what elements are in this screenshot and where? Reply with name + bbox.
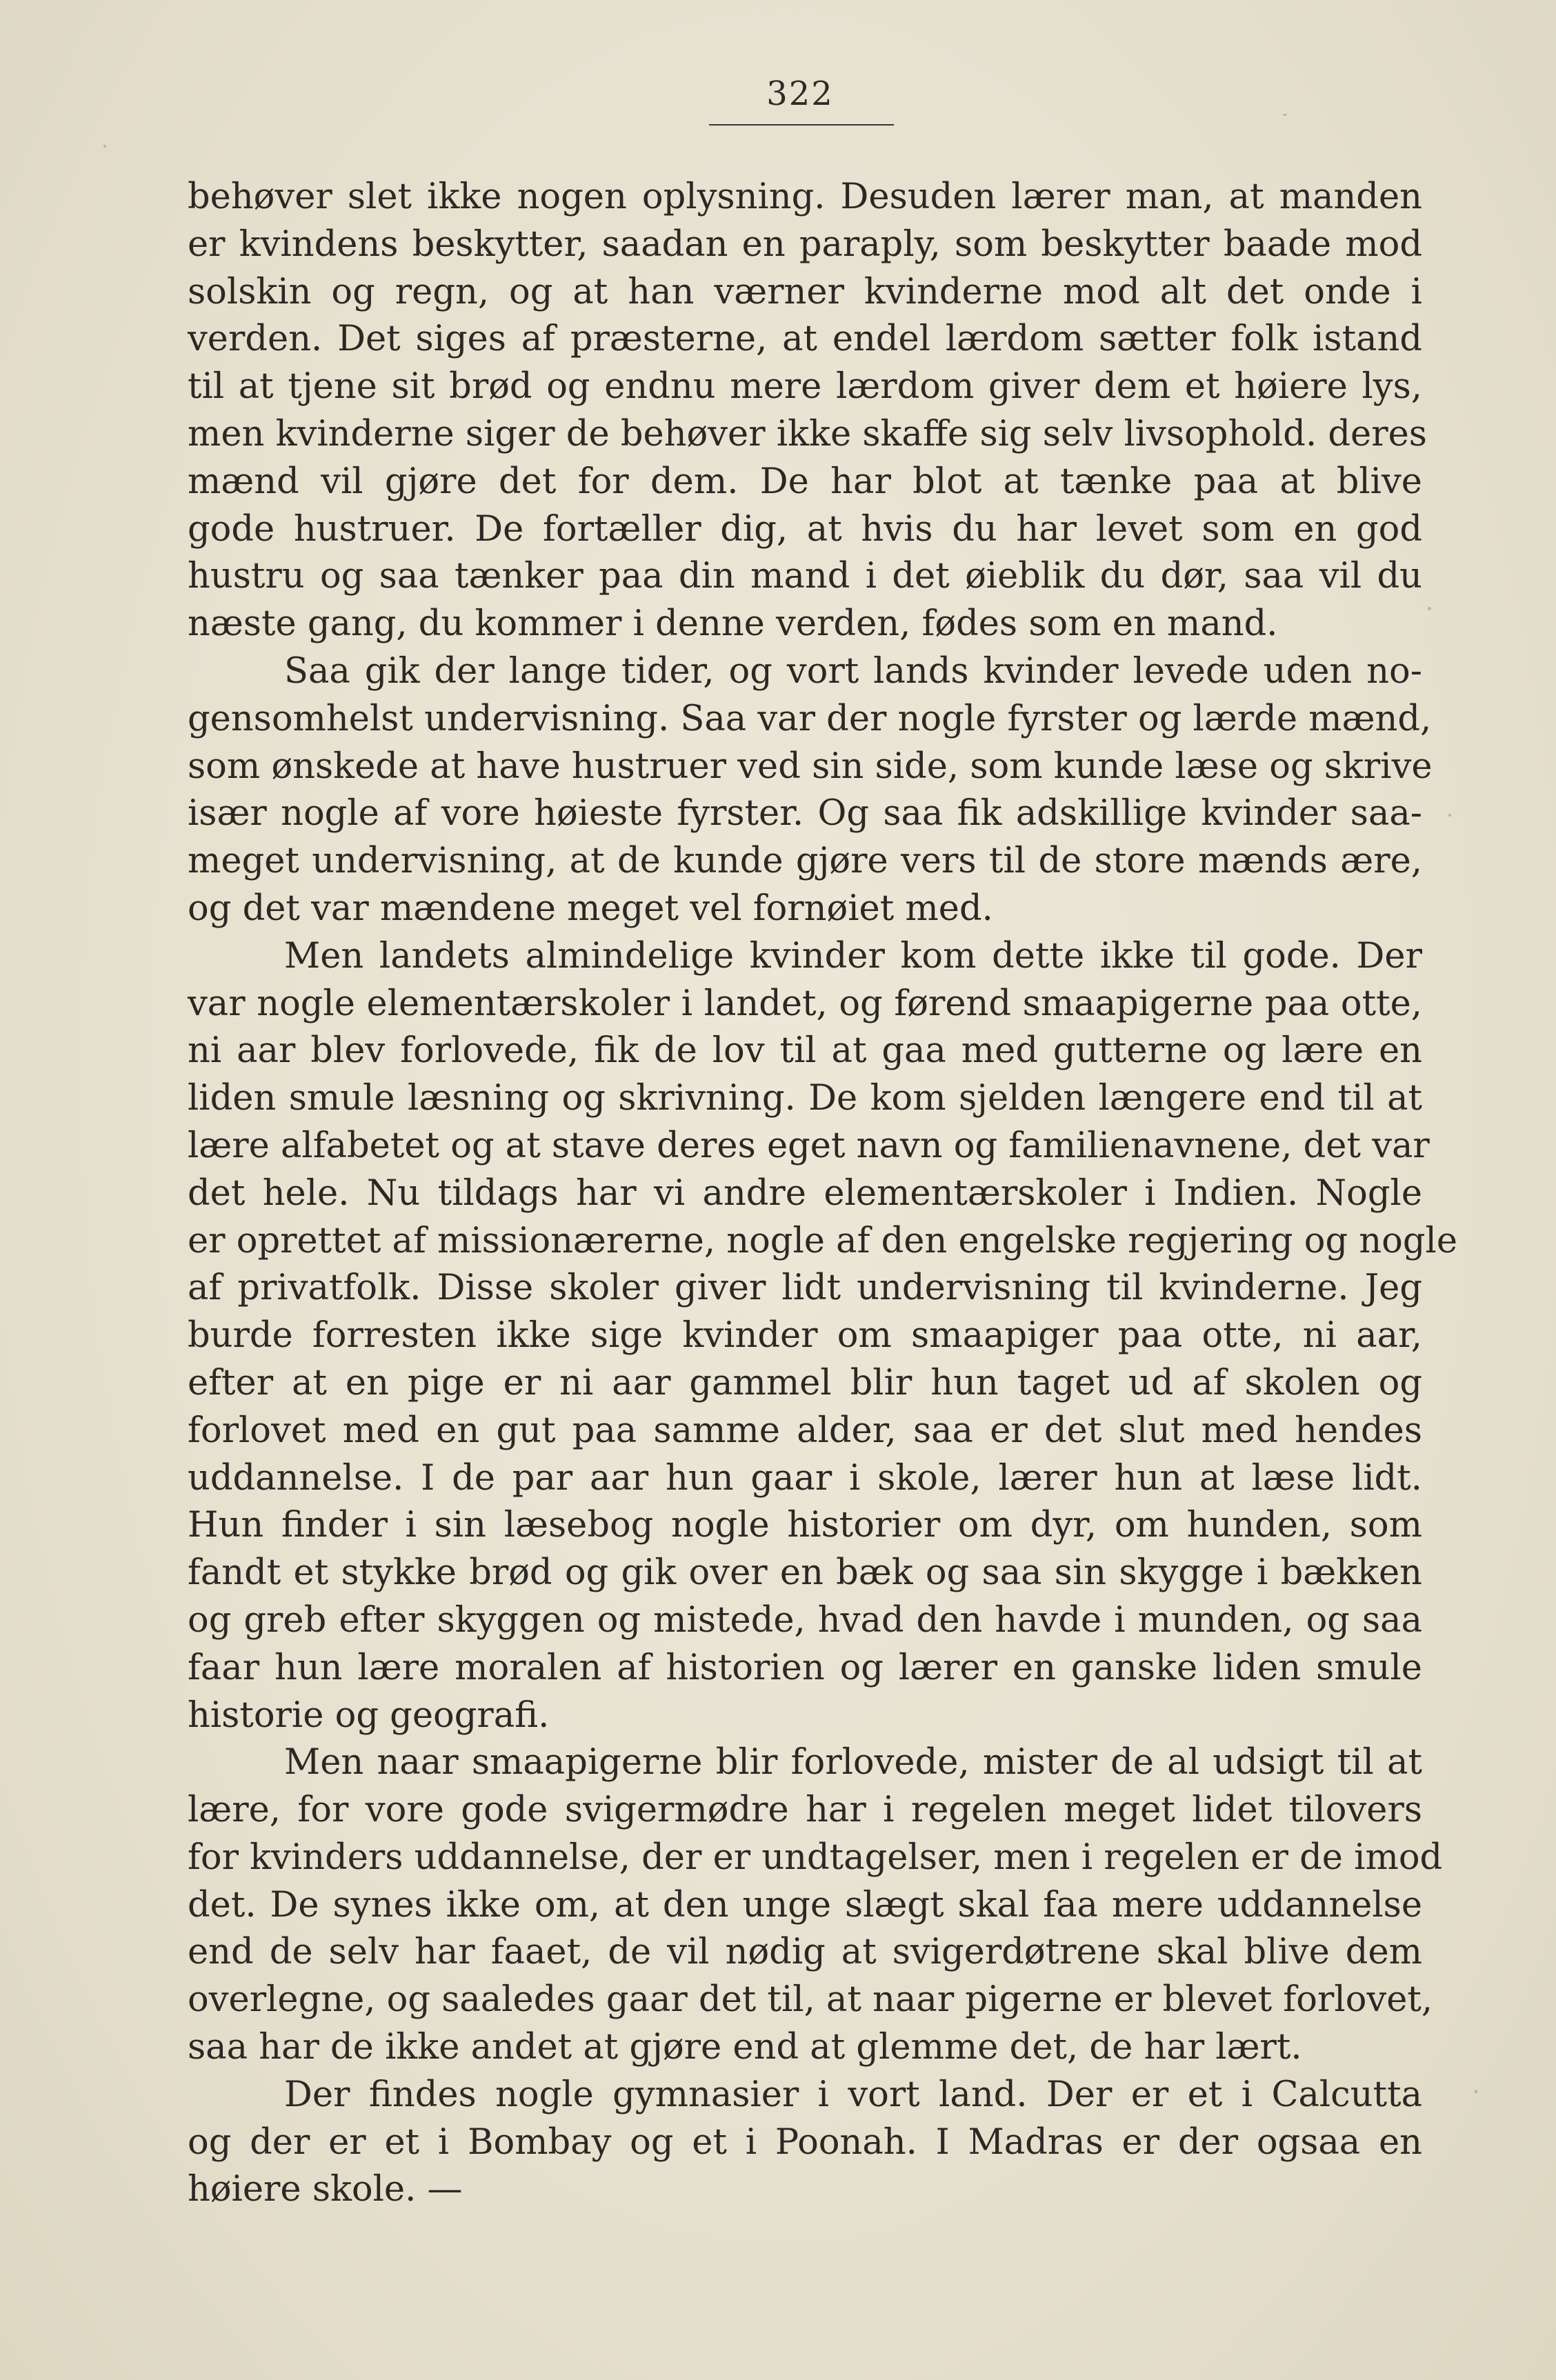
text-line: efter at en pige er ni aar gammel blir hun taget ud af skolen og bbox=[188, 1362, 1422, 1403]
text-line: lære alfabetet og at stave deres eget navn og familienavnene, det var bbox=[188, 1125, 1430, 1166]
paragraph bbox=[188, 174, 1427, 648]
text-line: fandt et stykke brød og gik over en bæk og saa sin skygge i bækken bbox=[188, 1552, 1422, 1594]
text-line: burde forresten ikke sige kvinder om smaapiger paa otte, ni aar, bbox=[188, 1315, 1422, 1357]
text-line: saa har de ikke andet at gjøre end at glemme det, de har lært. bbox=[188, 2027, 1302, 2068]
text-line: næste gang, du kommer i denne verden, fødes som en mand. bbox=[188, 603, 1278, 645]
text-line: er oprettet af missionærerne, nogle af den engelske regjering og nogle bbox=[188, 1220, 1458, 1261]
text-line: forlovet med en gut paa samme alder, saa er det slut med hendes bbox=[188, 1410, 1422, 1451]
text-line: Hun finder i sin læsebog nogle historier om dyr, om hunden, som bbox=[188, 1505, 1422, 1546]
text-line: end de selv har faaet, de vil nødig at svigerdøtrene skal blive dem bbox=[188, 1932, 1422, 1973]
text-line: gode hustruer. De fortæller dig, at hvis du har levet som en god bbox=[188, 508, 1422, 550]
text-line: til at tjene sit brød og endnu mere lærdom giver dem et høiere lys, bbox=[188, 366, 1422, 408]
text-line: høiere skole. — bbox=[188, 2169, 463, 2210]
text-line: som ønskede at have hustruer ved sin side, som kunde læse og skrive bbox=[188, 746, 1433, 787]
paper-speck bbox=[1283, 114, 1287, 116]
text-line: mænd vil gjøre det for dem. De har blot at tænke paa at blive bbox=[188, 461, 1422, 502]
text-line: solskin og regn, og at han værner kvinderne mod alt det onde i bbox=[188, 271, 1422, 312]
text-line: Saa gik der lange tider, og vort lands kvinder levede uden no- bbox=[284, 650, 1422, 692]
text-line: især nogle af vore høieste fyrster. Og saa fik adskillige kvinder saa- bbox=[188, 793, 1422, 834]
page-number: 322 bbox=[766, 74, 834, 113]
text-line: og der er et i Bombay og et i Poonah. I Madras er der ogsaa en bbox=[188, 2121, 1422, 2163]
text-line: er kvindens beskytter, saadan en paraply, som beskytter baade mod bbox=[188, 223, 1422, 265]
text-line: overlegne, og saaledes gaar det til, at naar pigerne er blevet forlovet, bbox=[188, 1979, 1433, 2021]
text-line: var nogle elementærskoler i landet, og førend smaapigerne paa otte, bbox=[188, 983, 1422, 1024]
text-line: meget undervisning, at de kunde gjøre vers til de store mænds ære, bbox=[188, 841, 1422, 882]
text-line: behøver slet ikke nogen oplysning. Desuden lærer man, at manden bbox=[188, 177, 1422, 217]
text-line: ni aar blev forlovede, fik de lov til at gaa med gutterne og lære en bbox=[188, 1030, 1422, 1072]
paper-speck bbox=[1448, 814, 1451, 817]
text-line: verden. Det siges af præsterne, at endel lærdom sætter folk istand bbox=[188, 319, 1422, 360]
text-line: og greb efter skyggen og mistede, hvad den havde i munden, og saa bbox=[188, 1599, 1422, 1641]
text-line: gensomhelst undervisning. Saa var der nogle fyrster og lærde mænd, bbox=[188, 698, 1432, 739]
paragraph bbox=[188, 2072, 1422, 2214]
text-line: det hele. Nu tildags har vi andre elementærskoler i Indien. Nogle bbox=[188, 1172, 1422, 1214]
text-line: liden smule læsning og skrivning. De kom sjelden længere end til at bbox=[188, 1078, 1422, 1119]
paragraph bbox=[188, 933, 1458, 1740]
text-line: historie og geografi. bbox=[188, 1694, 550, 1736]
body-text bbox=[188, 174, 1458, 2214]
text-line: Der findes nogle gymnasier i vort land. Der er et i Calcutta bbox=[284, 2074, 1422, 2115]
paper-speck bbox=[103, 145, 106, 148]
text-line: hustru og saa tænker paa din mand i det øieblik du dør, saa vil du bbox=[188, 556, 1422, 597]
text-line: men kvinderne siger de behøver ikke skaffe sig selv livsophold. deres bbox=[188, 413, 1427, 454]
text-line: af privatfolk. Disse skoler giver lidt undervisning til kvinderne. Jeg bbox=[188, 1268, 1422, 1309]
text-line: for kvinders uddannelse, der er undtagelser, men i regelen er de imod bbox=[188, 1837, 1443, 1878]
paper-speck bbox=[1428, 607, 1431, 610]
text-line: Men landets almindelige kvinder kom dette ikke til gode. Der bbox=[284, 935, 1422, 977]
text-line: Men naar smaapigerne blir forlovede, mister de al udsigt til at bbox=[284, 1742, 1422, 1783]
text-line: og det var mændene meget vel fornøiet med. bbox=[188, 888, 993, 929]
paper-speck bbox=[1475, 2090, 1477, 2094]
paragraph bbox=[188, 648, 1433, 933]
text-line: uddannelse. I de par aar hun gaar i skole, lærer hun at læse lidt. bbox=[188, 1457, 1422, 1499]
text-line: det. De synes ikke om, at den unge slægt skal faa mere uddannelse bbox=[188, 1884, 1422, 1926]
page-number-rule bbox=[709, 124, 894, 126]
text-line: faar hun lære moralen af historien og lærer en ganske liden smule bbox=[188, 1647, 1422, 1688]
paragraph bbox=[188, 1739, 1443, 2072]
text-line: lære, for vore gode svigermødre har i regelen meget lidet tilovers bbox=[188, 1790, 1422, 1831]
